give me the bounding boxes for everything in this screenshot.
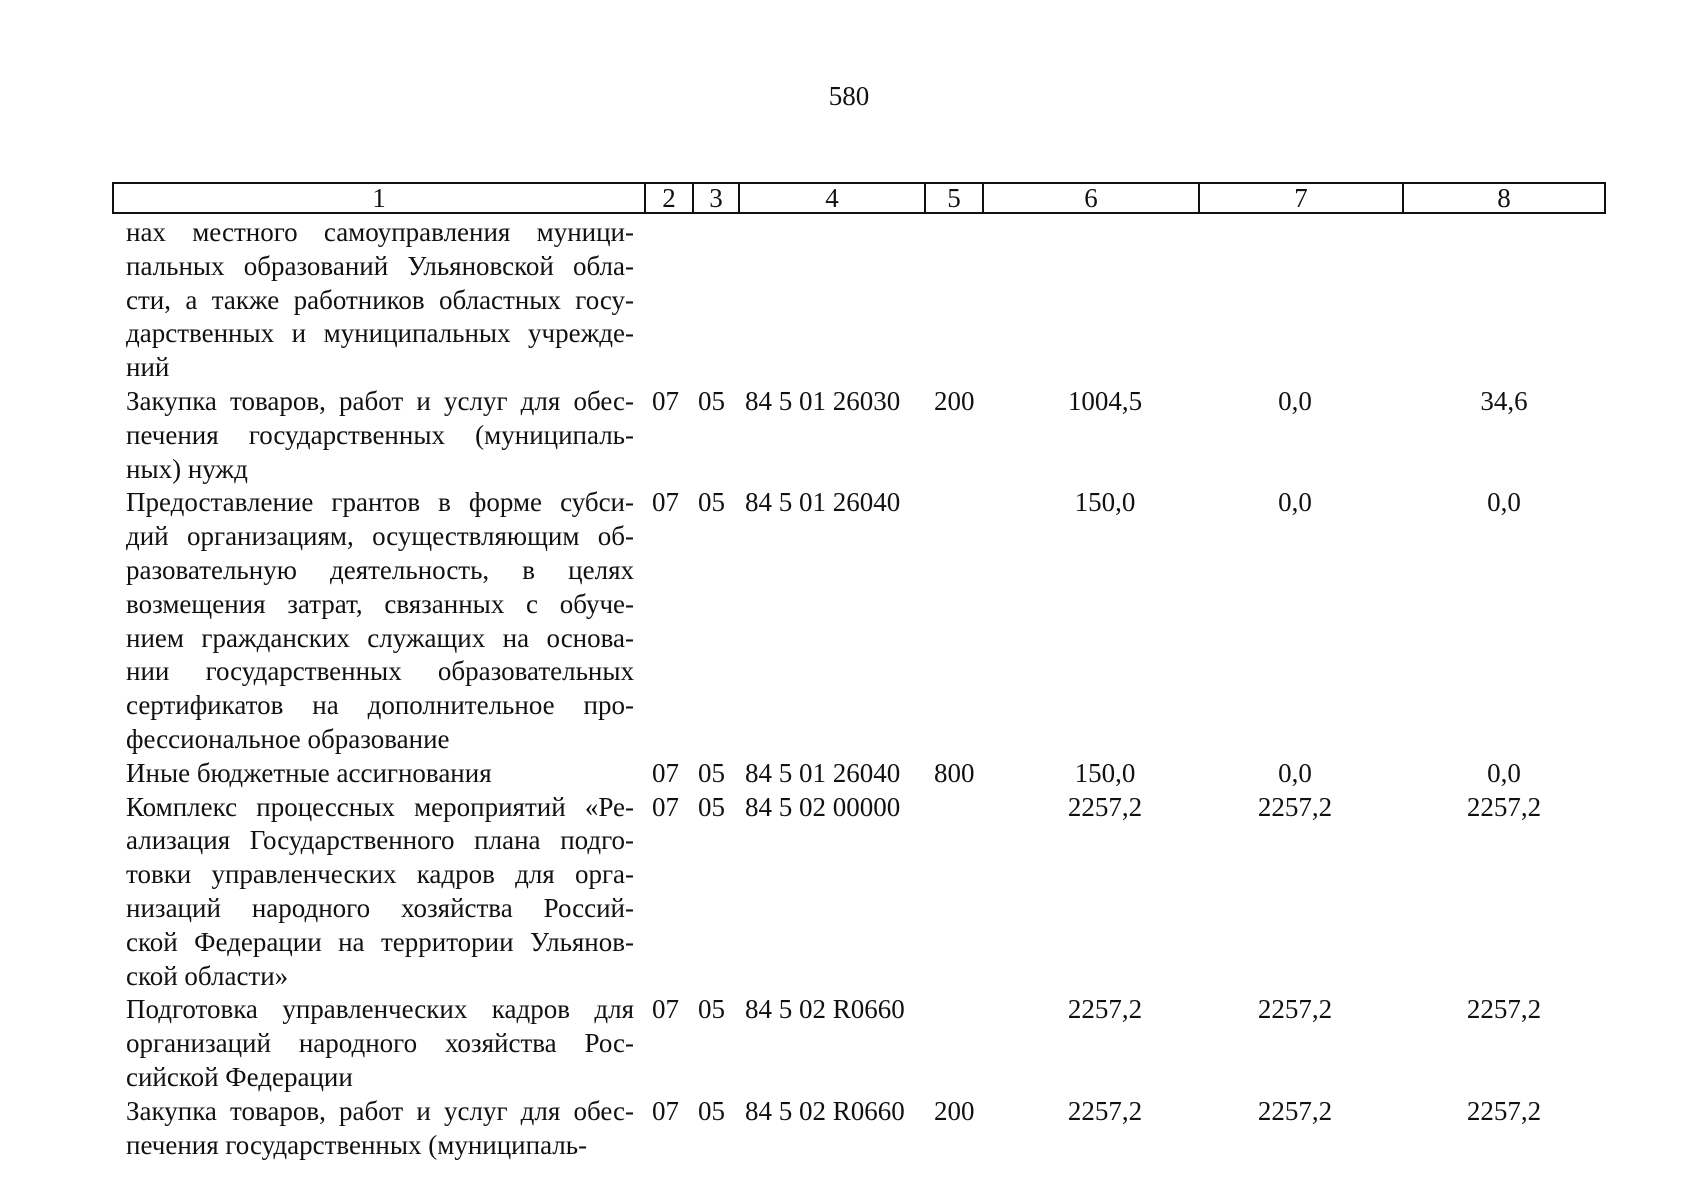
description-line: ской Федерации на территории Ульянов- [126,926,634,957]
cell-col-2: 07 [652,994,679,1025]
table-row [0,993,1698,1094]
cell-col-4: 84 5 01 26040 [745,757,901,788]
cell-col-2: 07 [652,757,679,788]
description-line: организаций народного хозяйства Рос- [126,1028,634,1059]
table-body [0,216,1698,1162]
row-description [126,385,634,486]
header-col-1: 1 [114,184,646,212]
description-line: сти, а также работников областных госу- [126,284,634,315]
cell-col-4: 84 5 02 R0660 [745,994,905,1025]
cell-col-4: 84 5 02 00000 [745,791,901,822]
description-line: товки управленческих кадров для орга- [126,859,634,890]
description-line: разовательную деятельность, в целях [126,554,634,585]
cell-col-7: 0,0 [1278,757,1312,788]
cell-col-5: 200 [934,1095,975,1126]
description-line: Комплекс процессных мероприятий «Ре- [126,791,634,822]
row-description [126,1095,634,1163]
description-line: дарственных и муниципальных учрежде- [126,318,634,349]
cell-col-5: 800 [934,757,975,788]
description-line: Закупка товаров, работ и услуг для обес- [126,1095,634,1126]
table-row [0,791,1698,994]
description-line: печения государственных (муниципаль- [126,419,634,450]
cell-col-3: 05 [698,994,725,1025]
description-line: печения государственных (муниципаль- [126,1129,588,1160]
cell-col-6: 150,0 [1074,487,1136,518]
cell-col-6: 1004,5 [1067,385,1143,416]
row-description [126,757,634,791]
row-description [126,486,634,756]
description-line: фессиональное образование [126,723,450,754]
row-description [126,993,634,1094]
table-row [0,757,1698,791]
cell-col-8: 0,0 [1487,757,1521,788]
cell-col-7: 0,0 [1278,385,1312,416]
description-line: нии государственных образовательных [126,656,634,687]
cell-col-8: 0,0 [1487,487,1521,518]
cell-col-8: 2257,2 [1466,791,1542,822]
header-col-4: 4 [740,184,926,212]
cell-col-3: 05 [698,487,725,518]
row-description [126,791,634,994]
header-col-6: 6 [984,184,1200,212]
row-description [126,216,634,385]
cell-col-6: 2257,2 [1067,1095,1143,1126]
table-row [0,216,1698,385]
description-line: пальных образований Ульяновской обла- [126,250,634,281]
header-col-8: 8 [1497,183,1511,213]
description-line: низаций народного хозяйства Россий- [126,892,634,923]
cell-col-4: 84 5 01 26040 [745,487,901,518]
cell-col-3: 05 [698,385,725,416]
cell-col-2: 07 [652,385,679,416]
cell-col-7: 2257,2 [1257,994,1333,1025]
description-line: дий организациям, осуществляющим об- [126,521,634,552]
table-row [0,385,1698,486]
cell-col-6: 2257,2 [1067,791,1143,822]
description-line: ний [126,352,170,383]
cell-col-2: 07 [652,487,679,518]
cell-col-6: 2257,2 [1067,994,1143,1025]
description-line: ализация Государственного плана подго- [126,825,634,856]
description-line: сийской Федерации [126,1061,353,1092]
table-header [112,182,1606,214]
description-line: Подготовка управленческих кадров для [126,994,634,1025]
table-row [0,486,1698,756]
page-number: 580 [828,81,870,111]
cell-col-8: 2257,2 [1466,1095,1542,1126]
cell-col-7: 2257,2 [1257,791,1333,822]
description-line: нах местного самоуправления муници- [126,217,634,247]
header-col-3: 3 [694,184,740,212]
cell-col-5: 200 [934,385,975,416]
description-line: Предоставление грантов в форме субси- [126,487,634,518]
cell-col-3: 05 [698,757,725,788]
cell-col-3: 05 [698,791,725,822]
header-col-2: 2 [646,184,694,212]
header-col-5: 5 [926,184,984,212]
description-line: возмещения затрат, связанных с обуче- [126,588,634,619]
cell-col-6: 150,0 [1074,757,1136,788]
description-line: нием гражданских служащих на основа- [126,622,634,653]
cell-col-4: 84 5 02 R0660 [745,1095,905,1126]
description-line: ных) нужд [126,453,248,484]
description-line: ской области» [126,960,289,991]
description-line: сертификатов на дополнительное про- [126,690,634,721]
cell-col-7: 2257,2 [1257,1095,1333,1126]
cell-col-2: 07 [652,791,679,822]
cell-col-8: 2257,2 [1466,994,1542,1025]
description-line: Иные бюджетные ассигнования [126,757,492,788]
header-col-7: 7 [1200,184,1404,212]
cell-col-8: 34,6 [1480,385,1528,416]
cell-col-3: 05 [698,1095,725,1126]
cell-col-2: 07 [652,1095,679,1126]
cell-col-4: 84 5 01 26030 [745,385,901,416]
cell-col-7: 0,0 [1278,487,1312,518]
table-row [0,1095,1698,1163]
description-line: Закупка товаров, работ и услуг для обес- [126,385,634,416]
